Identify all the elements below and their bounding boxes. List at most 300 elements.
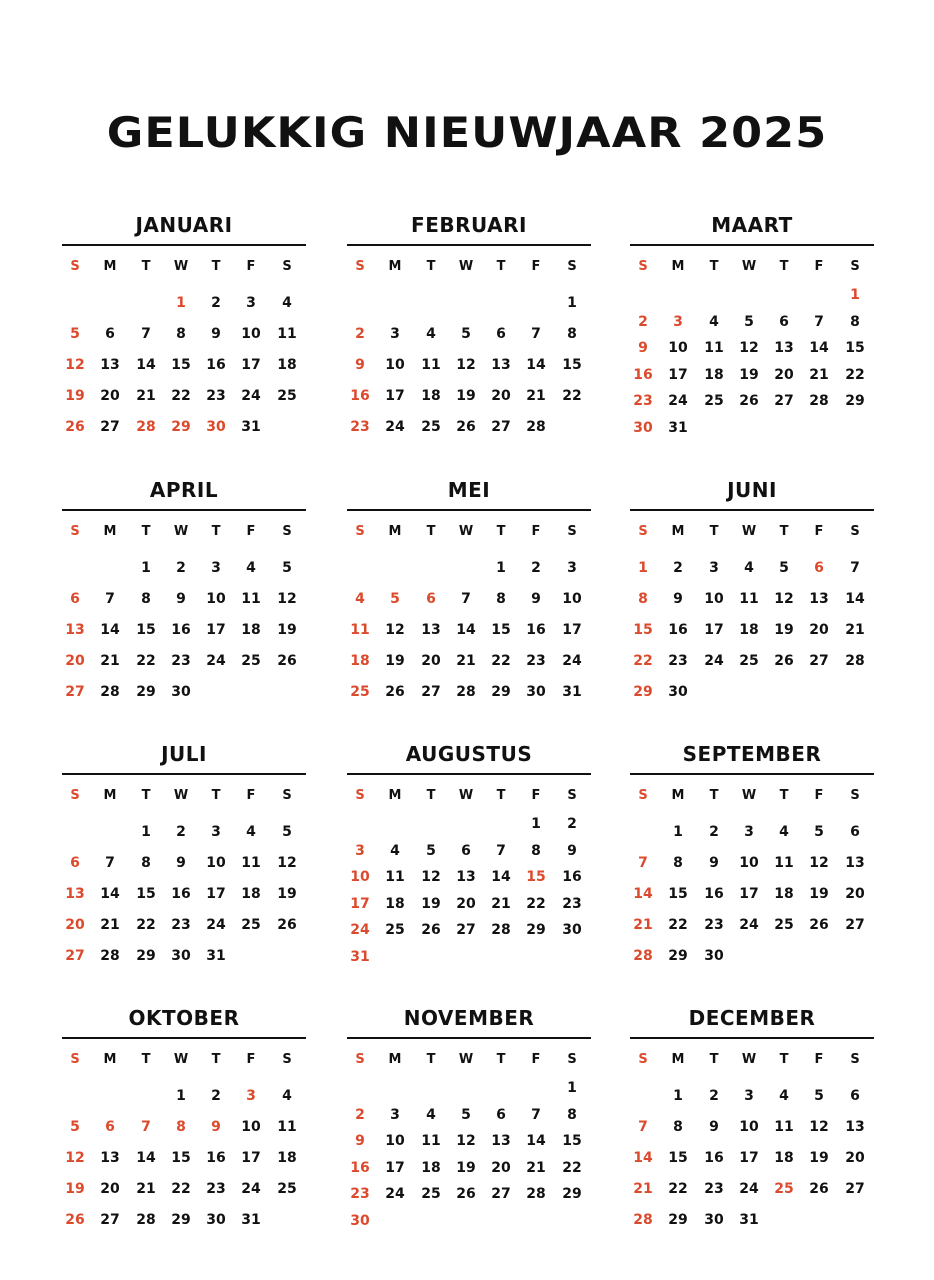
- day-cell: 3: [355, 842, 365, 859]
- day-cell: 2: [176, 560, 186, 576]
- day-cell: 9: [531, 591, 541, 607]
- day-cell: 16: [633, 366, 653, 383]
- day-cell: 17: [739, 1150, 759, 1166]
- weekday-header: T: [141, 524, 151, 539]
- day-cell: 20: [65, 653, 85, 669]
- day-cell: 23: [206, 388, 226, 404]
- day-cell: 9: [567, 842, 577, 859]
- weekday-header: T: [426, 1052, 436, 1067]
- day-cell: 11: [277, 326, 297, 342]
- day-cell: 9: [176, 855, 186, 871]
- day-cell: 2: [638, 313, 648, 330]
- day-cell: 10: [385, 1133, 405, 1150]
- weekday-header: S: [567, 259, 577, 274]
- month-oktober: [62, 1001, 306, 1259]
- weekday-header: W: [741, 1052, 757, 1067]
- day-cell: 28: [633, 1212, 653, 1228]
- day-cell: 7: [531, 1106, 541, 1123]
- day-cell: 24: [739, 917, 759, 933]
- day-cell: 31: [241, 1212, 261, 1228]
- weekday-header: T: [709, 1052, 719, 1067]
- day-cell: 13: [100, 357, 120, 373]
- weekday-header: W: [458, 788, 474, 803]
- weekday-header: T: [141, 788, 151, 803]
- day-cell: 20: [100, 1181, 120, 1197]
- day-cell: 8: [531, 842, 541, 859]
- day-cell: 29: [668, 948, 688, 964]
- weekday-header: F: [246, 524, 256, 539]
- day-cell: 25: [241, 917, 261, 933]
- day-cell: 30: [668, 684, 688, 700]
- day-cell: 27: [845, 917, 865, 933]
- month-name: OKTOBER: [128, 1006, 240, 1030]
- day-cell: 23: [668, 653, 688, 669]
- day-cell: 4: [709, 313, 719, 330]
- day-cell: 22: [491, 653, 511, 669]
- day-cell: 12: [421, 869, 441, 886]
- weekday-header: T: [426, 524, 436, 539]
- day-cell: 9: [355, 1133, 365, 1150]
- day-cell: 12: [277, 591, 297, 607]
- day-cell: 18: [739, 622, 759, 638]
- day-cell: 27: [421, 684, 441, 700]
- day-cell: 21: [136, 1181, 156, 1197]
- day-cell: 24: [668, 393, 688, 410]
- weekday-header: S: [70, 1052, 80, 1067]
- weekday-header: W: [741, 259, 757, 274]
- day-cell: 14: [809, 340, 829, 357]
- weekday-header: M: [103, 524, 117, 539]
- day-cell: 3: [211, 824, 221, 840]
- day-cell: 5: [814, 1088, 824, 1104]
- month-september: [630, 737, 874, 995]
- day-cell: 16: [171, 622, 191, 638]
- month-mei: [347, 473, 591, 731]
- day-cell: 10: [739, 1119, 759, 1135]
- day-cell: 19: [277, 886, 297, 902]
- day-cell: 4: [246, 824, 256, 840]
- day-cell: 19: [456, 388, 476, 404]
- day-cell: 1: [638, 560, 648, 576]
- day-cell: 11: [241, 591, 261, 607]
- day-cell: 3: [390, 326, 400, 342]
- day-cell: 21: [491, 895, 511, 912]
- day-cell: 17: [241, 357, 261, 373]
- day-cell: 8: [850, 313, 860, 330]
- day-cell: 10: [350, 869, 370, 886]
- day-cell: 18: [385, 895, 405, 912]
- month-name: SEPTEMBER: [682, 742, 822, 766]
- day-cell: 21: [809, 366, 829, 383]
- day-cell: 9: [638, 340, 648, 357]
- day-cell: 4: [744, 560, 754, 576]
- day-cell: 13: [491, 357, 511, 373]
- day-cell: 26: [456, 1186, 476, 1203]
- day-cell: 15: [136, 622, 156, 638]
- day-cell: 26: [809, 917, 829, 933]
- weekday-header: S: [638, 1052, 648, 1067]
- day-cell: 25: [385, 922, 405, 939]
- weekday-header: S: [355, 1052, 365, 1067]
- weekday-header: M: [671, 1052, 685, 1067]
- day-cell: 19: [421, 895, 441, 912]
- day-cell: 11: [774, 855, 794, 871]
- day-cell: 2: [531, 560, 541, 576]
- day-cell: 14: [845, 591, 865, 607]
- day-cell: 23: [633, 393, 653, 410]
- day-cell: 30: [206, 1212, 226, 1228]
- day-cell: 21: [456, 653, 476, 669]
- day-cell: 15: [845, 340, 865, 357]
- day-cell: 26: [277, 917, 297, 933]
- day-cell: 18: [241, 886, 261, 902]
- day-cell: 25: [241, 653, 261, 669]
- month-november: [347, 1001, 591, 1259]
- weekday-header: S: [850, 524, 860, 539]
- day-cell: 26: [65, 419, 85, 435]
- day-cell: 28: [526, 1186, 546, 1203]
- day-cell: 24: [739, 1181, 759, 1197]
- day-cell: 31: [350, 949, 370, 965]
- day-grid: [62, 775, 306, 995]
- day-grid: [347, 511, 591, 731]
- month-januari: [62, 208, 306, 466]
- day-cell: 7: [105, 591, 115, 607]
- day-cell: 13: [100, 1150, 120, 1166]
- day-cell: 26: [809, 1181, 829, 1197]
- day-cell: 8: [141, 855, 151, 871]
- day-cell: 17: [385, 1159, 405, 1176]
- day-cell: 5: [779, 560, 789, 576]
- day-cell: 22: [668, 1181, 688, 1197]
- day-cell: 14: [136, 1150, 156, 1166]
- day-cell: 5: [461, 326, 471, 342]
- day-cell: 17: [739, 886, 759, 902]
- weekday-header: T: [496, 788, 506, 803]
- day-cell: 30: [350, 1213, 370, 1229]
- day-cell: 20: [421, 653, 441, 669]
- month-name: MAART: [711, 213, 793, 237]
- day-cell: 14: [100, 886, 120, 902]
- weekday-header: T: [709, 259, 719, 274]
- day-cell: 18: [241, 622, 261, 638]
- day-cell: 4: [779, 824, 789, 840]
- day-cell: 3: [211, 560, 221, 576]
- day-cell: 23: [206, 1181, 226, 1197]
- day-cell: 11: [739, 591, 759, 607]
- day-cell: 19: [809, 1150, 829, 1166]
- weekday-header: T: [211, 1052, 221, 1067]
- day-cell: 6: [779, 313, 789, 330]
- day-cell: 12: [456, 357, 476, 373]
- day-cell: 7: [531, 326, 541, 342]
- month-augustus: [347, 737, 591, 995]
- day-cell: 14: [633, 886, 653, 902]
- day-cell: 27: [774, 393, 794, 410]
- weekday-header: M: [671, 259, 685, 274]
- day-cell: 1: [673, 824, 683, 840]
- weekday-header: F: [531, 524, 541, 539]
- day-cell: 25: [774, 1181, 794, 1197]
- day-cell: 21: [633, 917, 653, 933]
- weekday-header: T: [141, 259, 151, 274]
- weekday-header: W: [458, 259, 474, 274]
- day-cell: 22: [136, 653, 156, 669]
- weekday-header: S: [282, 524, 292, 539]
- day-cell: 14: [526, 357, 546, 373]
- month-name: JANUARI: [135, 213, 233, 237]
- day-cell: 17: [206, 886, 226, 902]
- weekday-header: F: [531, 259, 541, 274]
- day-cell: 13: [65, 886, 85, 902]
- day-cell: 4: [779, 1088, 789, 1104]
- day-cell: 5: [70, 1119, 80, 1135]
- day-cell: 20: [774, 366, 794, 383]
- weekday-header: T: [496, 524, 506, 539]
- month-name: APRIL: [149, 478, 219, 502]
- day-grid: [62, 246, 306, 466]
- day-cell: 18: [350, 653, 370, 669]
- weekday-header: F: [814, 259, 824, 274]
- day-cell: 23: [350, 419, 370, 435]
- day-cell: 3: [709, 560, 719, 576]
- weekday-header: F: [246, 788, 256, 803]
- weekday-header: S: [355, 524, 365, 539]
- day-cell: 7: [638, 1119, 648, 1135]
- day-cell: 8: [176, 1119, 186, 1135]
- weekday-header: W: [173, 1052, 189, 1067]
- day-cell: 13: [845, 855, 865, 871]
- day-cell: 18: [277, 357, 297, 373]
- day-cell: 30: [562, 922, 582, 939]
- day-cell: 24: [206, 653, 226, 669]
- day-cell: 12: [65, 1150, 85, 1166]
- weekday-header: W: [173, 524, 189, 539]
- weekday-header: T: [779, 524, 789, 539]
- day-cell: 15: [171, 1150, 191, 1166]
- day-cell: 11: [774, 1119, 794, 1135]
- day-cell: 19: [65, 1181, 85, 1197]
- day-cell: 2: [355, 1106, 365, 1123]
- day-cell: 30: [206, 419, 226, 435]
- day-grid: [630, 246, 874, 466]
- day-cell: 6: [850, 824, 860, 840]
- day-grid: [630, 1039, 874, 1259]
- day-cell: 8: [141, 591, 151, 607]
- day-cell: 24: [562, 653, 582, 669]
- day-cell: 28: [136, 1212, 156, 1228]
- weekday-header: T: [496, 1052, 506, 1067]
- day-cell: 24: [350, 922, 370, 939]
- day-cell: 24: [704, 653, 724, 669]
- day-cell: 6: [70, 591, 80, 607]
- day-cell: 30: [526, 684, 546, 700]
- day-cell: 23: [562, 895, 582, 912]
- day-cell: 2: [567, 816, 577, 832]
- day-cell: 20: [809, 622, 829, 638]
- day-cell: 6: [105, 1119, 115, 1135]
- weekday-header: F: [814, 1052, 824, 1067]
- day-cell: 16: [526, 622, 546, 638]
- day-cell: 6: [496, 1106, 506, 1123]
- day-cell: 14: [100, 622, 120, 638]
- day-cell: 28: [633, 948, 653, 964]
- day-cell: 2: [673, 560, 683, 576]
- day-cell: 1: [176, 1088, 186, 1104]
- day-cell: 31: [206, 948, 226, 964]
- weekday-header: T: [779, 259, 789, 274]
- day-cell: 15: [491, 622, 511, 638]
- day-cell: 6: [426, 591, 436, 607]
- day-cell: 18: [774, 1150, 794, 1166]
- day-cell: 1: [496, 560, 506, 576]
- day-cell: 23: [704, 917, 724, 933]
- day-cell: 26: [277, 653, 297, 669]
- month-april: [62, 473, 306, 731]
- day-cell: 10: [385, 357, 405, 373]
- day-cell: 13: [845, 1119, 865, 1135]
- weekday-header: M: [103, 1052, 117, 1067]
- day-cell: 22: [562, 1159, 582, 1176]
- day-cell: 8: [673, 855, 683, 871]
- day-cell: 23: [704, 1181, 724, 1197]
- day-cell: 2: [355, 326, 365, 342]
- weekday-header: T: [211, 259, 221, 274]
- weekday-header: W: [741, 788, 757, 803]
- day-cell: 20: [456, 895, 476, 912]
- day-cell: 30: [704, 1212, 724, 1228]
- day-cell: 25: [774, 917, 794, 933]
- weekday-header: T: [709, 788, 719, 803]
- weekday-header: S: [638, 524, 648, 539]
- day-cell: 14: [526, 1133, 546, 1150]
- day-cell: 11: [277, 1119, 297, 1135]
- day-cell: 2: [211, 295, 221, 311]
- day-cell: 21: [526, 388, 546, 404]
- day-cell: 11: [421, 1133, 441, 1150]
- weekday-header: M: [671, 524, 685, 539]
- day-cell: 15: [633, 622, 653, 638]
- weekday-header: F: [814, 788, 824, 803]
- day-cell: 3: [246, 1088, 256, 1104]
- day-cell: 9: [211, 1119, 221, 1135]
- day-cell: 13: [421, 622, 441, 638]
- day-cell: 13: [491, 1133, 511, 1150]
- weekday-header: S: [282, 259, 292, 274]
- weekday-header: S: [567, 1052, 577, 1067]
- day-cell: 17: [350, 895, 370, 912]
- day-cell: 16: [704, 886, 724, 902]
- day-cell: 10: [704, 591, 724, 607]
- month-name: FEBRUARI: [411, 213, 527, 237]
- day-cell: 29: [136, 948, 156, 964]
- day-cell: 16: [562, 869, 582, 886]
- day-cell: 29: [171, 419, 191, 435]
- day-cell: 13: [456, 869, 476, 886]
- day-cell: 14: [491, 869, 511, 886]
- weekday-header: W: [458, 524, 474, 539]
- day-cell: 19: [456, 1159, 476, 1176]
- day-cell: 27: [65, 684, 85, 700]
- day-grid: [630, 511, 874, 731]
- day-cell: 19: [385, 653, 405, 669]
- day-cell: 11: [350, 622, 370, 638]
- day-cell: 12: [739, 340, 759, 357]
- day-cell: 1: [176, 295, 186, 311]
- day-cell: 30: [704, 948, 724, 964]
- month-juli: [62, 737, 306, 995]
- day-cell: 26: [385, 684, 405, 700]
- day-cell: 28: [100, 948, 120, 964]
- day-cell: 17: [206, 622, 226, 638]
- day-cell: 28: [845, 653, 865, 669]
- day-cell: 22: [668, 917, 688, 933]
- day-cell: 5: [814, 824, 824, 840]
- day-cell: 7: [850, 560, 860, 576]
- page-title: GELUKKIG NIEUWJAAR 2025: [106, 108, 828, 157]
- day-cell: 12: [385, 622, 405, 638]
- day-cell: 4: [355, 591, 365, 607]
- day-cell: 23: [350, 1186, 370, 1203]
- day-cell: 3: [673, 313, 683, 330]
- day-cell: 31: [668, 420, 688, 436]
- day-cell: 26: [65, 1212, 85, 1228]
- day-cell: 25: [739, 653, 759, 669]
- day-cell: 27: [456, 922, 476, 939]
- day-cell: 27: [65, 948, 85, 964]
- day-cell: 5: [426, 842, 436, 859]
- day-cell: 22: [171, 388, 191, 404]
- day-cell: 10: [241, 1119, 261, 1135]
- weekday-header: W: [741, 524, 757, 539]
- weekday-header: S: [638, 259, 648, 274]
- day-cell: 17: [562, 622, 582, 638]
- day-cell: 25: [277, 1181, 297, 1197]
- weekday-header: T: [211, 524, 221, 539]
- day-cell: 10: [739, 855, 759, 871]
- day-cell: 17: [668, 366, 688, 383]
- weekday-header: M: [388, 259, 402, 274]
- day-cell: 28: [456, 684, 476, 700]
- weekday-header: F: [246, 1052, 256, 1067]
- day-cell: 20: [845, 886, 865, 902]
- day-cell: 29: [136, 684, 156, 700]
- day-cell: 6: [461, 842, 471, 859]
- day-cell: 8: [567, 1106, 577, 1123]
- day-cell: 29: [668, 1212, 688, 1228]
- day-cell: 4: [282, 1088, 292, 1104]
- weekday-header: S: [638, 788, 648, 803]
- weekday-header: M: [388, 1052, 402, 1067]
- weekday-header: W: [173, 259, 189, 274]
- day-cell: 23: [171, 653, 191, 669]
- day-cell: 25: [421, 419, 441, 435]
- day-cell: 11: [241, 855, 261, 871]
- day-cell: 7: [496, 842, 506, 859]
- month-name: MEI: [447, 478, 491, 502]
- day-cell: 29: [845, 393, 865, 410]
- day-cell: 18: [774, 886, 794, 902]
- weekday-header: F: [531, 1052, 541, 1067]
- day-cell: 19: [277, 622, 297, 638]
- day-cell: 20: [491, 388, 511, 404]
- day-cell: 3: [390, 1106, 400, 1123]
- day-cell: 26: [774, 653, 794, 669]
- weekday-header: W: [173, 788, 189, 803]
- day-cell: 10: [206, 855, 226, 871]
- day-cell: 21: [100, 653, 120, 669]
- weekday-header: S: [567, 524, 577, 539]
